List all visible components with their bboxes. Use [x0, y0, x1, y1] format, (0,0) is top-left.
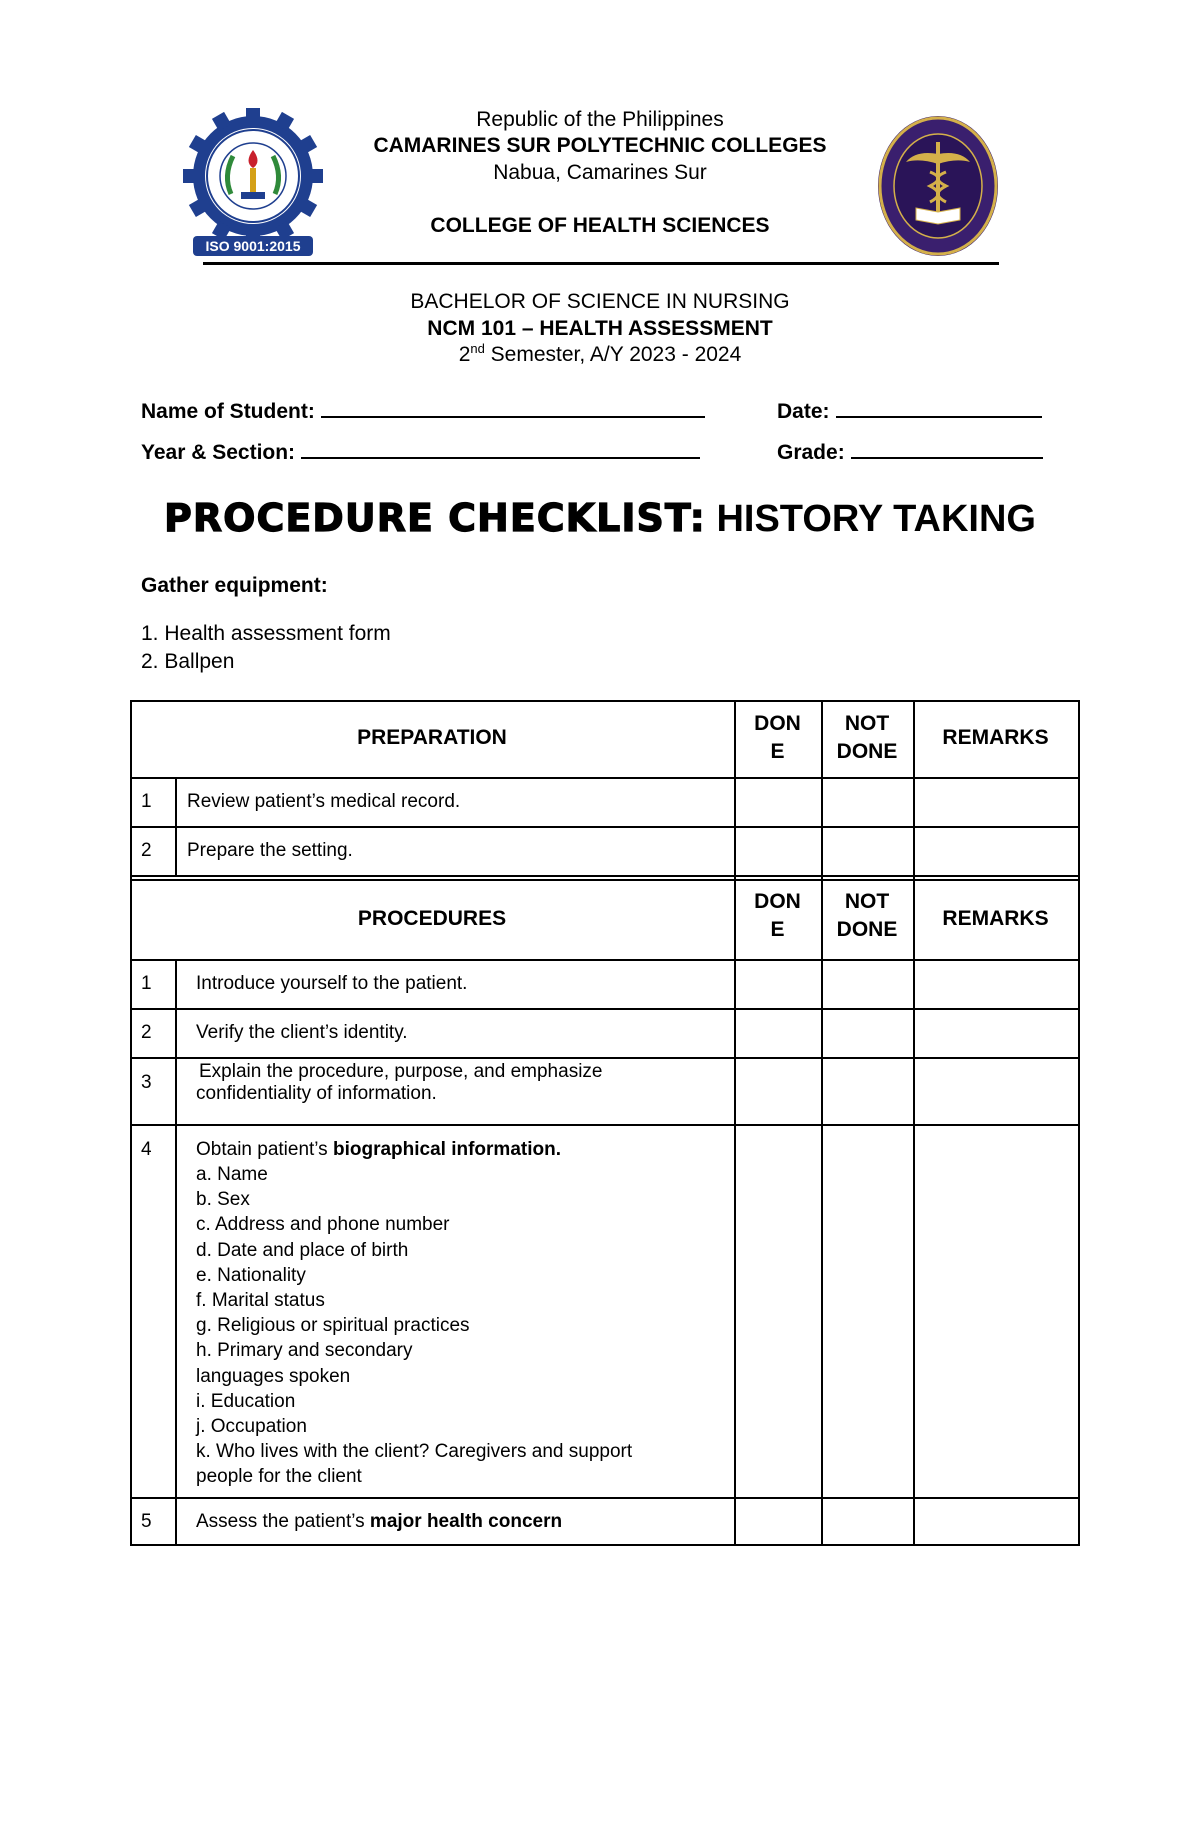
course-name: NCM 101 – HEALTH ASSESSMENT	[427, 317, 773, 340]
preparation-header: PREPARATION	[357, 726, 507, 749]
document-title	[0, 496, 1200, 540]
list-item: languages spoken	[196, 1365, 351, 1387]
college-name: COLLEGE OF HEALTH SCIENCES	[430, 214, 770, 237]
grade-line[interactable]	[851, 439, 1043, 459]
list-item: g. Religious or spiritual practices	[196, 1315, 470, 1337]
checklist-table	[130, 700, 1080, 1546]
row-number: 4	[141, 1139, 152, 1160]
not-done-header: NOT DONE	[836, 712, 898, 763]
row-number: 3	[141, 1072, 152, 1093]
name-of-student-label: Name of Student:	[141, 400, 315, 423]
row-number: 5	[141, 1511, 152, 1532]
institution-name: CAMARINES SUR POLYTECHNIC COLLEGES	[373, 134, 827, 157]
done-header: DON E	[754, 890, 801, 941]
iso-badge-text: ISO 9001:2015	[205, 238, 301, 254]
row-number: 2	[141, 1022, 152, 1043]
list-item: f. Marital status	[196, 1290, 325, 1312]
year-section-line[interactable]	[301, 439, 700, 459]
date-line[interactable]	[836, 398, 1042, 418]
country-line: Republic of the Philippines	[476, 108, 724, 131]
date-field[interactable]	[777, 398, 1042, 424]
grade-label: Grade:	[777, 441, 845, 464]
row-number: 1	[141, 973, 152, 994]
remarks-header: REMARKS	[942, 907, 1049, 930]
preparation-step: Prepare the setting.	[187, 840, 353, 861]
not-done-header: NOT DONE	[836, 890, 898, 941]
procedure-step: Verify the client’s identity.	[196, 1022, 408, 1043]
list-item: b. Sex	[196, 1189, 250, 1211]
institution-location: Nabua, Camarines Sur	[493, 161, 707, 184]
title-part-2: HISTORY TAKING	[705, 498, 1036, 540]
procedure-step: Explain the procedure, purpose, and emphasize confidentiality of information.	[196, 1061, 603, 1104]
procedure-step: Introduce yourself to the patient.	[196, 973, 468, 994]
preparation-step: Review patient’s medical record.	[187, 791, 461, 812]
done-header: DON E	[754, 712, 801, 763]
list-item: d. Date and place of birth	[196, 1239, 409, 1261]
grade-field[interactable]	[777, 439, 1043, 465]
procedures-header: PROCEDURES	[357, 907, 507, 930]
year-section-label: Year & Section:	[141, 441, 296, 464]
list-item: people for the client	[196, 1466, 362, 1488]
list-item: k. Who lives with the client? Caregivers and support	[196, 1441, 633, 1463]
procedure-step: Assess the patient’s major health concern	[196, 1511, 563, 1532]
list-item: e. Nationality	[196, 1264, 306, 1286]
name-of-student-line[interactable]	[321, 398, 705, 418]
list-item: j. Occupation	[196, 1416, 307, 1438]
name-of-student-field[interactable]	[141, 398, 705, 424]
biographical-info-list	[196, 1162, 632, 1490]
list-item: i. Education	[196, 1390, 296, 1412]
gather-equipment-heading: Gather equipment:	[141, 574, 328, 597]
list-item: c. Address and phone number	[196, 1214, 450, 1236]
program-name: BACHELOR OF SCIENCE IN NURSING	[410, 290, 790, 313]
list-item: a. Name	[196, 1164, 268, 1185]
title-part-1: PROCEDURE CHECKLIST:	[164, 496, 706, 540]
header-divider	[203, 262, 999, 265]
procedure-step: Obtain patient’s biographical information. a. Name b. Sex c. Address and phone number d. Date and place of birth e. Nationality f. Marital status g. Religious or spiritual practices h. Primary and secondary languages spoken i. Education j. Occupation k. Who lives with the client? Caregivers and support people for the client	[196, 1137, 632, 1490]
remarks-header: REMARKS	[942, 726, 1049, 749]
date-label: Date:	[777, 400, 830, 423]
row-number: 1	[141, 791, 152, 812]
equipment-item: 2. Ballpen	[141, 650, 235, 673]
logo-year: 1983	[245, 193, 261, 200]
year-section-field[interactable]	[141, 439, 700, 465]
semester-line: 2nd Semester, A/Y 2023 - 2024	[458, 341, 742, 366]
row-number: 2	[141, 840, 152, 861]
equipment-item: 1. Health assessment form	[141, 622, 391, 645]
list-item: h. Primary and secondary	[196, 1340, 413, 1362]
